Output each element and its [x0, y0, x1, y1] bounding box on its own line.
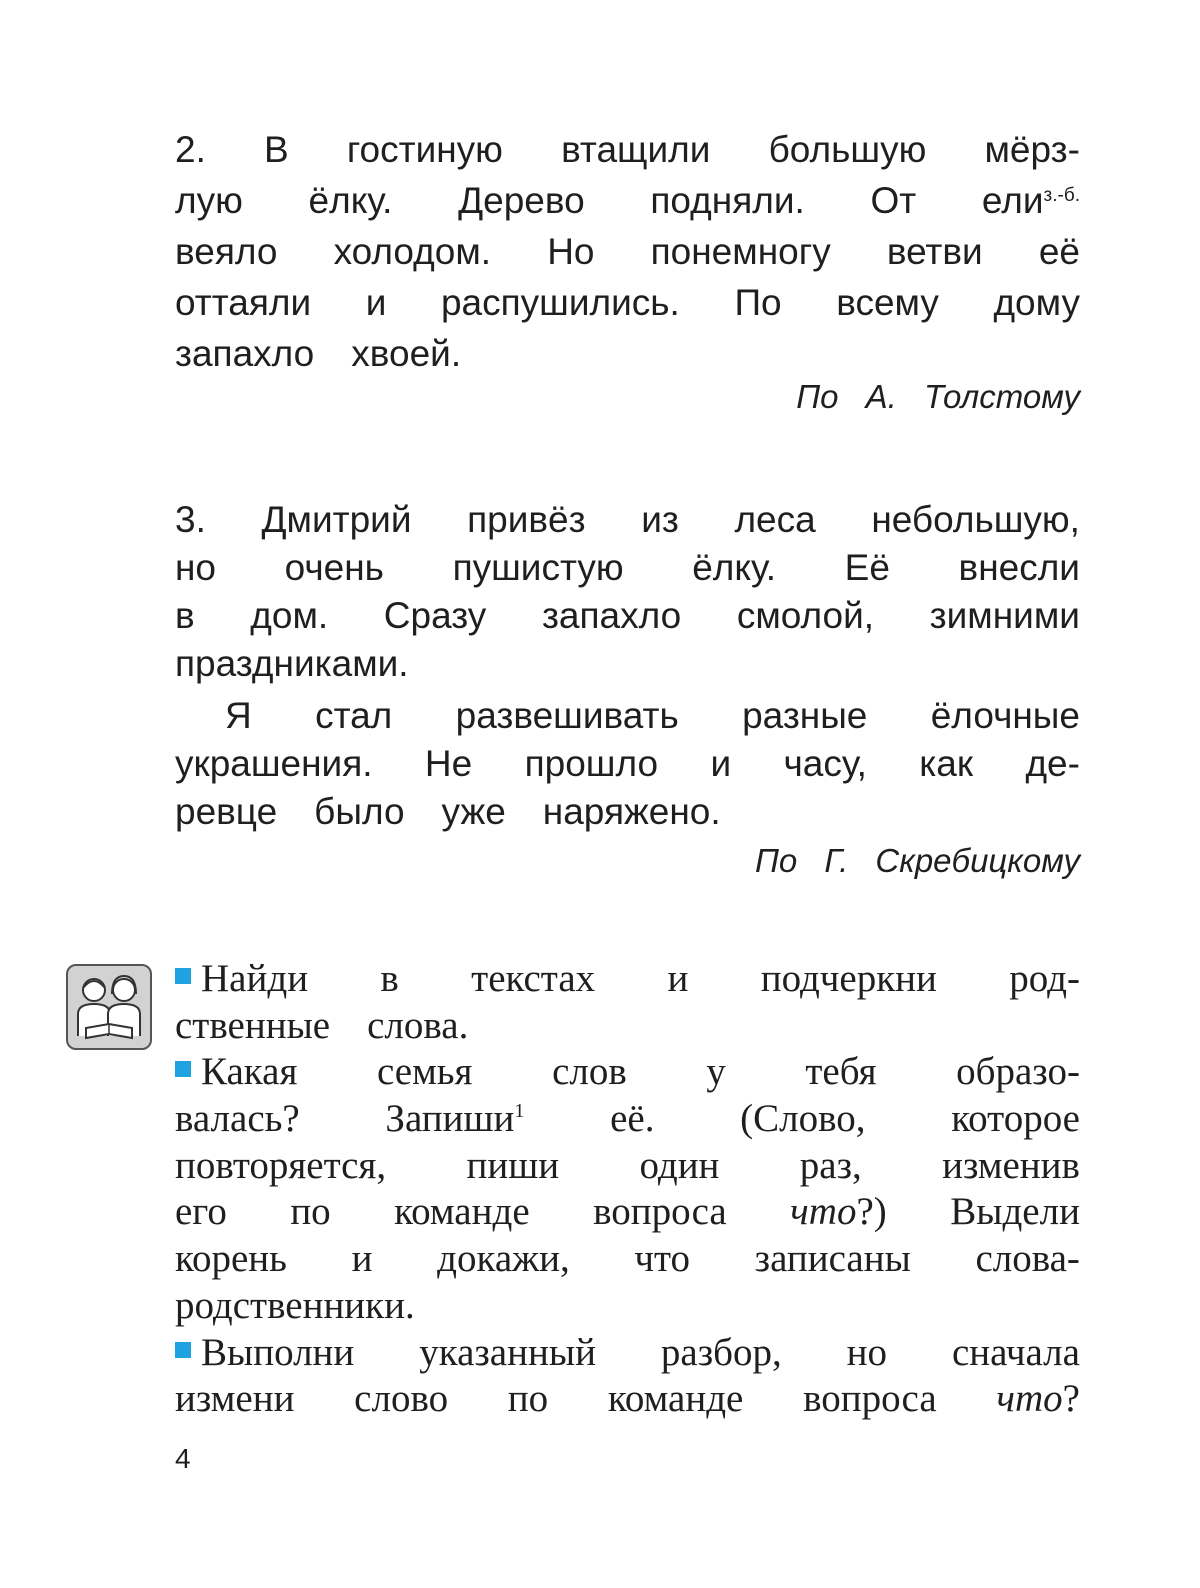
text-line: ревце было уже наряжено. — [175, 791, 721, 832]
task-line: ственные слова. — [175, 1003, 469, 1047]
task-line: Какая семья слов у тебя образо- — [175, 1049, 1080, 1096]
text-line: Я стал развешивать разные ёлочные — [225, 695, 1080, 736]
text-line: запахло хвоей. — [175, 333, 462, 374]
text-line: 3. Дмитрий привёз из леса небольшую, — [175, 499, 1080, 540]
text-line: оттаяли и распушились. По всему дому — [175, 282, 1080, 323]
text-line: но очень пушистую ёлку. Её внесли — [175, 547, 1080, 588]
text-2 — [175, 124, 1080, 379]
text-3-author: По Г. Скребицкому — [754, 842, 1080, 879]
task-line: Найди в текстах и подчеркни род- — [175, 956, 1080, 1003]
text-line: в дом. Сразу запахло смолой, зимними — [175, 595, 1080, 636]
square-bullet-icon — [175, 968, 191, 984]
text-line: веяло холодом. Но понемногу ветви её — [175, 231, 1080, 272]
task-line: его по команде вопроса что?) Выдели — [175, 1190, 1080, 1234]
task-line: валась? Запиши$^1$ её. (Слово, которое — [175, 1097, 1080, 1141]
task-line: корень и докажи, что записаны слова- — [175, 1237, 1080, 1281]
page-number: 4 — [175, 1443, 191, 1474]
task-line: Выполни указанный разбор, но сначала — [175, 1330, 1080, 1377]
text-3 — [175, 496, 1080, 836]
text-line: праздниками. — [175, 643, 409, 684]
superscript-note: з.-б. — [1043, 185, 1080, 206]
footnote-mark: 1 — [514, 1100, 525, 1123]
text-line: 2. В гостиную втащили большую мёрз- — [175, 129, 1080, 170]
task-line: повторяется, пиши один раз, изменив — [175, 1143, 1080, 1187]
task-line: измени слово по команде вопроса что? — [175, 1377, 1080, 1421]
text-2-author: По А. Толстому — [796, 378, 1080, 415]
text-line: украшения. Не прошло и часу, как де- — [175, 743, 1080, 784]
square-bullet-icon — [175, 1061, 191, 1077]
task-line: родственники. — [175, 1283, 415, 1327]
text-line: лую ёлку. Дерево подняли. От ели$^{з.-б.}$ — [175, 180, 1080, 221]
square-bullet-icon — [175, 1342, 191, 1358]
children-reading-icon — [66, 964, 152, 1050]
task-list — [175, 956, 1080, 1423]
